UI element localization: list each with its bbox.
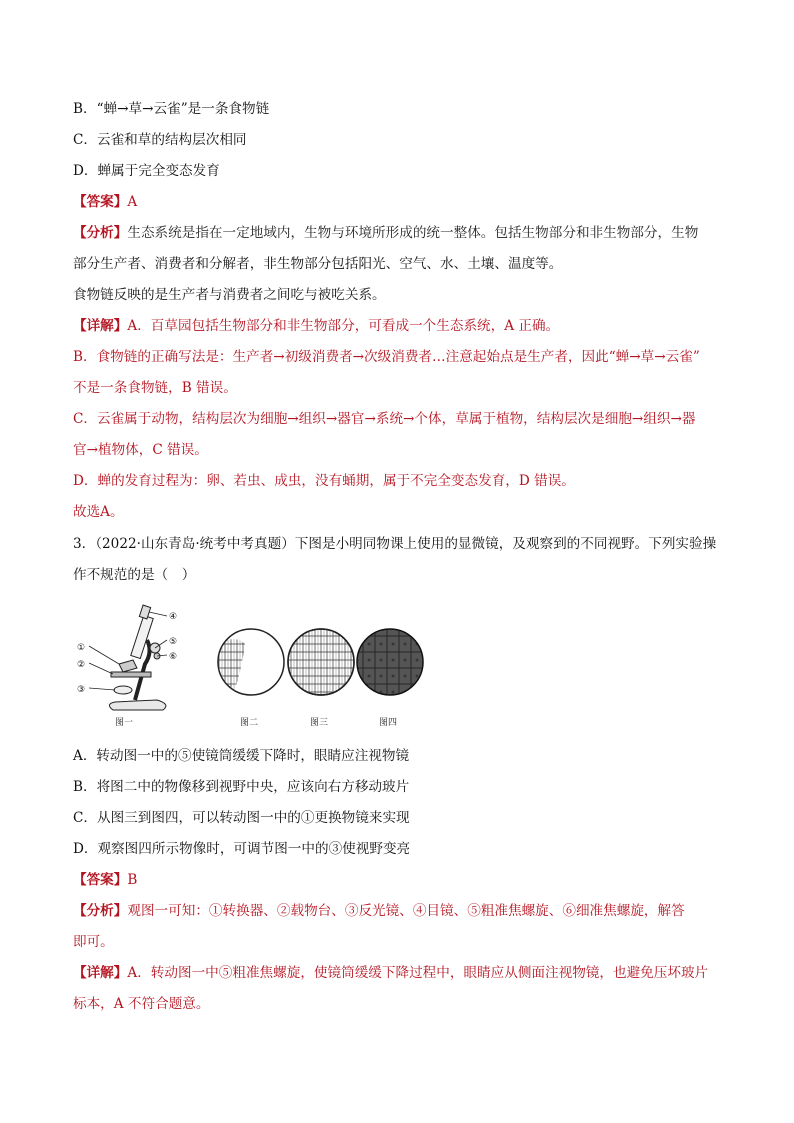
caption-figure-1: 图一 (115, 718, 134, 728)
analysis-line-3: 食物链反映的是生产者与消费者之间吃与被吃关系。 (73, 287, 386, 303)
option-d: D．蝉属于完全变态发育 (73, 163, 220, 179)
view-three (288, 629, 354, 695)
q3-answer-value: B (127, 872, 138, 888)
q3-option-b: B．将图二中的物像移到视野中央，应该向右方移动玻片 (73, 779, 410, 795)
q3-body (73, 741, 728, 1020)
detail-line-b2: 不是一条食物链，B 错误。 (73, 380, 237, 396)
label-number-5: ⑤ (169, 637, 178, 647)
answer-value: A (127, 194, 138, 210)
analysis-line-2: 部分生产者、消费者和分解者，非生物部分包括阳光、空气、水、土壤、温度等。 (73, 256, 563, 272)
detail-line-c1: C．云雀属于动物，结构层次为细胞→组织→器官→系统→个体，草属于植物，结构层次是细胞→组织→器 (73, 411, 696, 427)
q3-detail-line-1 (73, 958, 728, 989)
microscope-figure (75, 604, 425, 732)
detail-line-c2: 官→植物体，C 错误。 (73, 442, 208, 458)
microscope-icon (109, 605, 165, 710)
label-number-2: ② (77, 660, 86, 670)
q3-option-a: A．转动图一中的⑤使镜筒缓缓下降时，眼睛应注视物镜 (73, 748, 410, 764)
q3-analysis-tag: 【分析】 (73, 903, 128, 919)
analysis-text-1: 生态系统是指在一定地域内，生物与环境所形成的统一整体。包括生物部分和非生物部分，生物 (127, 225, 699, 241)
leader-line-3 (89, 688, 115, 690)
answer-tag: 【答案】 (73, 194, 128, 210)
detail-tag: 【详解】 (73, 318, 128, 334)
option-c: C．云雀和草的结构层次相同 (73, 132, 247, 148)
q3-option-c: C．从图三到图四，可以转动图一中的①更换物镜来实现 (73, 810, 410, 826)
q3-detail-tag: 【详解】 (73, 965, 128, 981)
q3-analysis-text-1: 观图一可知：①转换器、②载物台、③反光镜、④目镜、⑤粗准焦螺旋、⑥细准焦螺旋，解答 (127, 903, 685, 919)
detail-line-d: D．蝉的发育过程为：卵、若虫、成虫，没有蛹期，属于不完全变态发育，D 错误。 (73, 473, 575, 489)
label-number-4: ④ (169, 612, 178, 622)
q3-analysis-line-2: 即可。 (73, 934, 114, 950)
q3-detail-text-1: A．转动图一中⑤粗准焦螺旋，使镜筒缓缓下降过程中，眼睛应从侧面注视物镜，也避免压坏玻片 (127, 965, 709, 981)
detail-line-a (73, 311, 728, 342)
conclusion: 故选A。 (73, 504, 124, 520)
view-four (357, 629, 423, 695)
analysis-line-1 (73, 218, 728, 249)
detail-text-a: A．百草园包括生物部分和非生物部分，可看成一个生态系统，A 正确。 (127, 318, 560, 334)
leader-line-1 (89, 646, 119, 664)
label-number-1: ① (77, 643, 86, 653)
q3-answer-tag: 【答案】 (73, 872, 128, 888)
q2-options (73, 94, 728, 528)
view-two (218, 629, 284, 695)
leader-line-4 (149, 612, 167, 616)
label-number-6: ⑥ (169, 652, 178, 662)
analysis-tag: 【分析】 (73, 225, 128, 241)
q3-option-d: D．观察图四所示物像时，可调节图一中的③使视野变亮 (73, 841, 411, 857)
caption-figure-2: 图二 (240, 718, 259, 728)
q3-stem-line-1: 3．（2022·山东青岛·统考中考真题）下图是小明同物课上使用的显微镜，及观察到的不同视野。下列实验操 (73, 536, 717, 552)
q3-stem (73, 529, 728, 591)
caption-figure-4: 图四 (379, 718, 398, 728)
q3-analysis-line-1 (73, 896, 728, 927)
option-b: B．“蝉→草→云雀”是一条食物链 (73, 101, 270, 117)
label-number-3: ③ (77, 685, 86, 695)
leader-line-2 (89, 663, 113, 674)
q3-answer-line (73, 865, 728, 896)
q3-stem-line-2: 作不规范的是（ ） (73, 567, 196, 583)
answer-line (73, 187, 728, 218)
q3-detail-line-2: 标本，A 不符合题意。 (73, 996, 210, 1012)
detail-line-b1: B．食物链的正确写法是：生产者→初级消费者→次级消费者…注意起始点是生产者，因此“蝉→草→云雀” (73, 349, 700, 365)
caption-figure-3: 图三 (310, 718, 329, 728)
